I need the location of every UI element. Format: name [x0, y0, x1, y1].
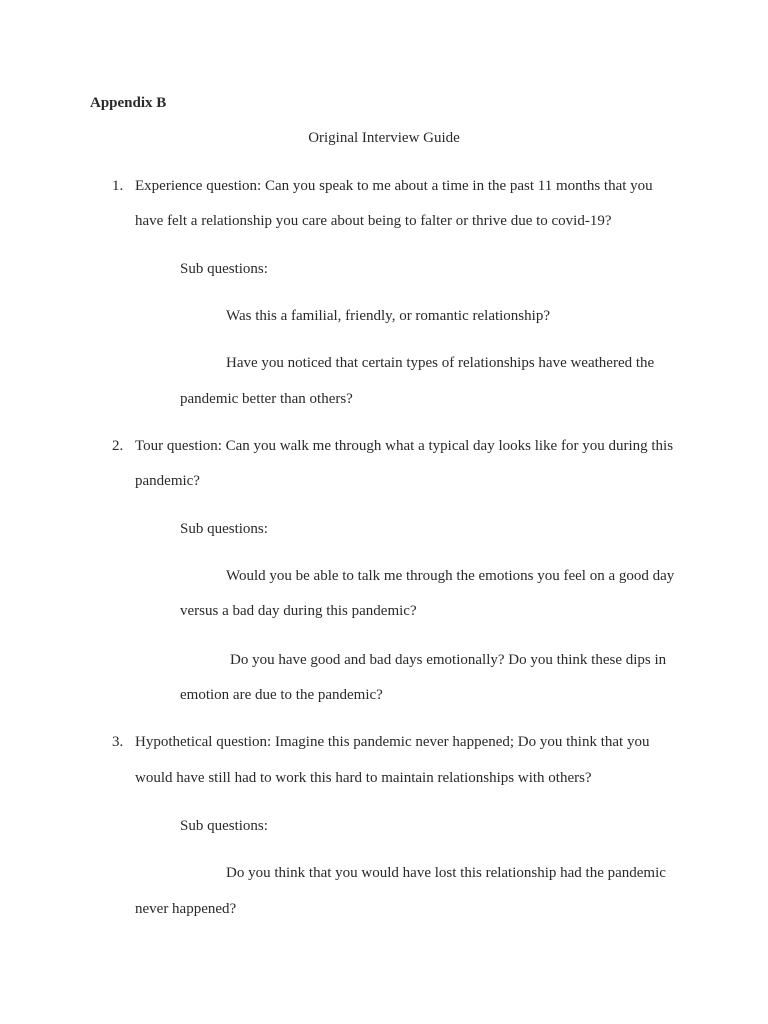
- question-2-sub-2-line2: emotion are due to the pandemic?: [180, 687, 383, 703]
- guide-title: Original Interview Guide: [308, 130, 460, 146]
- question-1-text-line2: have felt a relationship you care about being to falter or thrive due to covid-19?: [135, 213, 612, 229]
- question-1-sub-1: Was this a familial, friendly, or romantic relationship?: [226, 308, 550, 324]
- appendix-heading: Appendix B: [90, 95, 167, 111]
- question-1-sub-label: Sub questions:: [180, 261, 268, 277]
- question-3-sub-label: Sub questions:: [180, 818, 268, 834]
- question-3-sub-1-line2: never happened?: [135, 901, 237, 917]
- question-2-sub-label: Sub questions:: [180, 521, 268, 537]
- question-2-text-line1: Tour question: Can you walk me through what a typical day looks like for you during this: [135, 438, 674, 454]
- question-2-sub-1-line2: versus a bad day during this pandemic?: [180, 603, 417, 619]
- question-1-sub-2-line1: Have you noticed that certain types of relationships have weathered the: [226, 355, 655, 371]
- question-3-text-line2: would have still had to work this hard to maintain relationships with others?: [135, 770, 592, 786]
- question-1-number: 1.: [112, 178, 124, 194]
- question-2-sub-2-line1: Do you have good and bad days emotionally? Do you think these dips in: [230, 652, 667, 668]
- question-2-text-line2: pandemic?: [135, 473, 200, 489]
- question-3-number: 3.: [112, 734, 124, 750]
- question-1-sub-2-line2: pandemic better than others?: [180, 391, 353, 407]
- question-1-text-line1: Experience question: Can you speak to me about a time in the past 11 months that you: [135, 178, 653, 194]
- question-2-number: 2.: [112, 438, 124, 454]
- question-3-sub-1-line1: Do you think that you would have lost this relationship had the pandemic: [226, 865, 666, 881]
- question-2-sub-1-line1: Would you be able to talk me through the emotions you feel on a good day: [226, 568, 675, 584]
- question-3-text-line1: Hypothetical question: Imagine this pandemic never happened; Do you think that you: [135, 734, 650, 750]
